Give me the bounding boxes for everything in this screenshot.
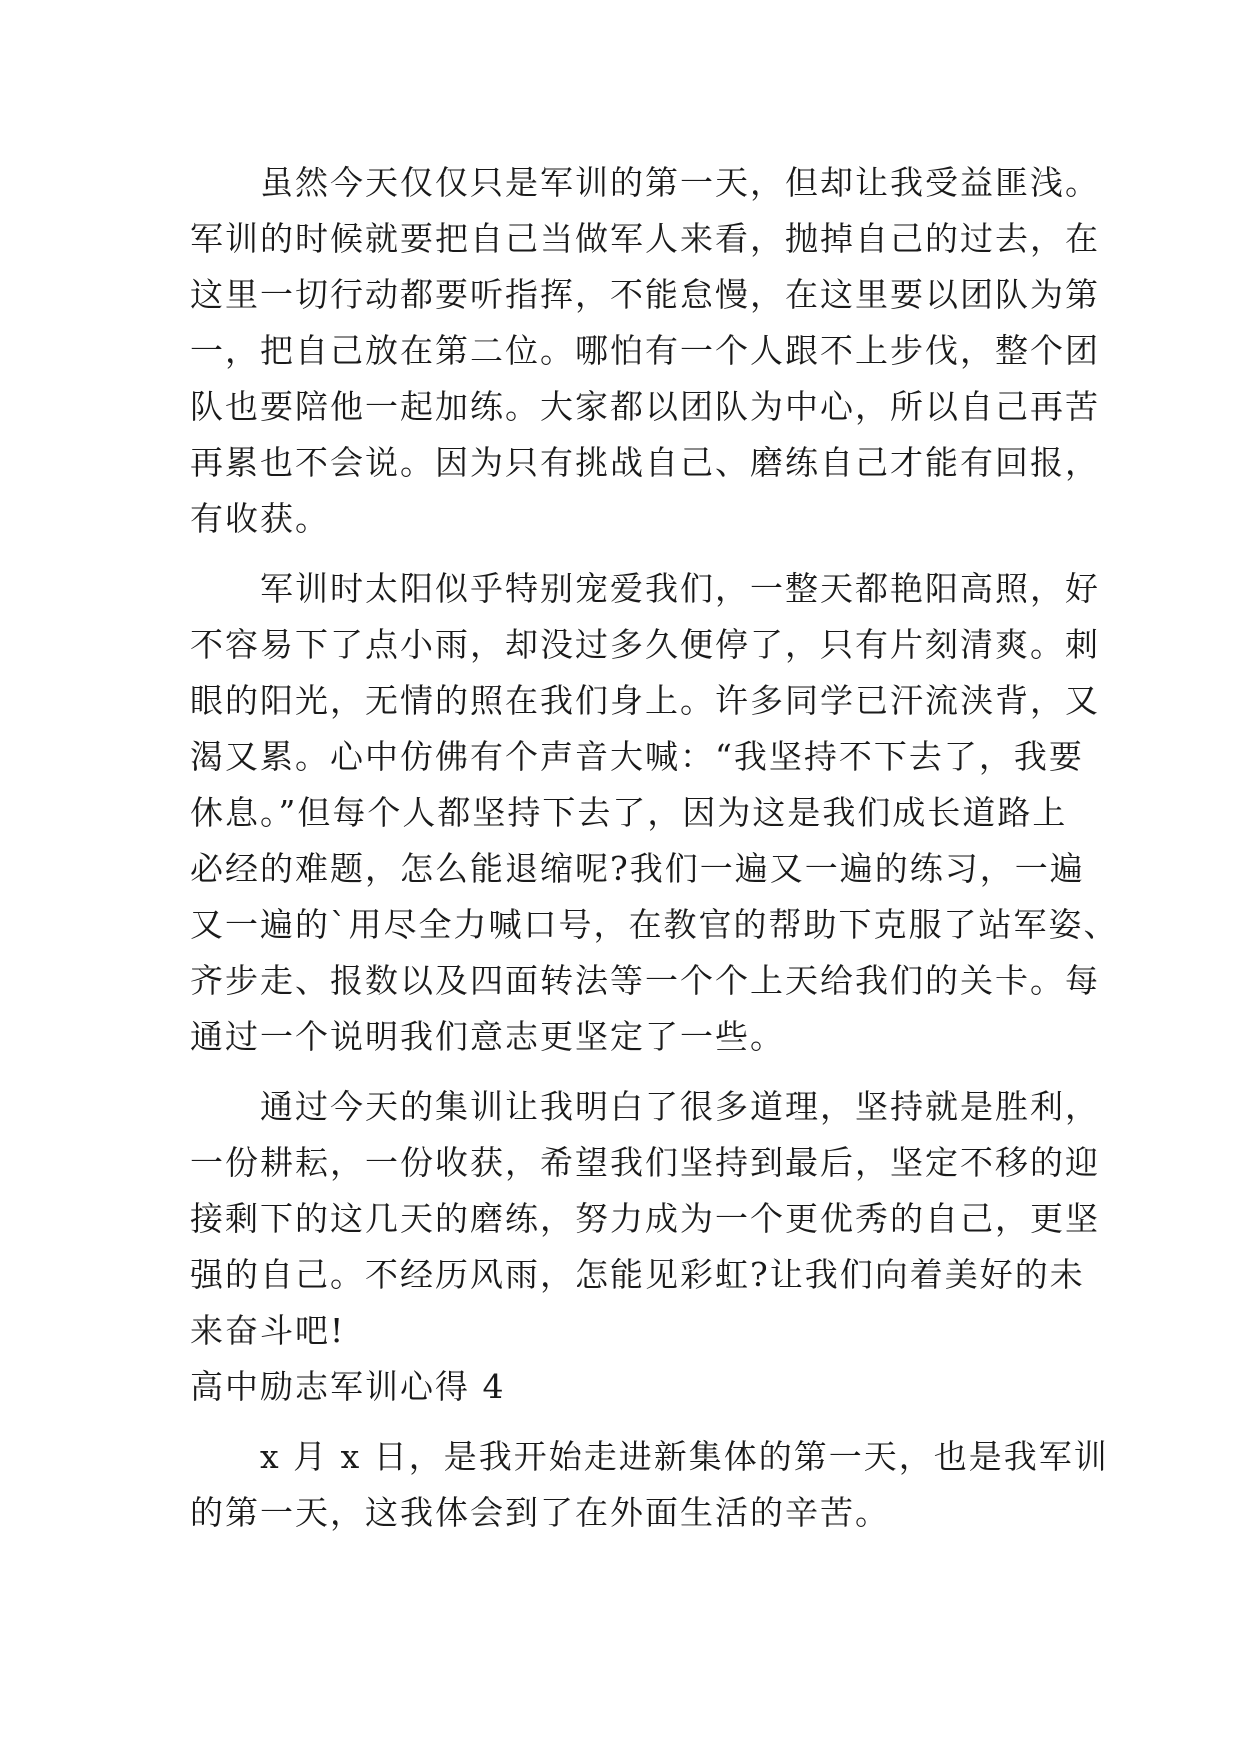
paragraph-line: 一，把自己放在第二位。哪怕有一个人跟不上步伐，整个团 (190, 331, 1100, 370)
paragraph-line: 不容易下了点小雨，却没过多久便停了，只有片刻清爽。刺 (190, 625, 1100, 664)
paragraph-line: 又一遍的`用尽全力喊口号，在教官的帮助下克服了站军姿、 (190, 905, 1119, 944)
paragraph-line: 有收获。 (190, 499, 330, 538)
paragraph-line: 虽然今天仅仅只是军训的第一天，但却让我受益匪浅。 (260, 163, 1100, 202)
paragraph-line: 眼的阳光，无情的照在我们身上。许多同学已汗流浃背，又 (190, 681, 1100, 720)
paragraph-1 (190, 155, 1100, 547)
paragraph-line: 接剩下的这几天的磨练，努力成为一个更优秀的自己，更坚 (190, 1199, 1100, 1238)
document-page (190, 155, 1119, 1541)
paragraph-line: 的第一天，这我体会到了在外面生活的辛苦。 (190, 1493, 890, 1532)
paragraph-line: 渴又累。心中仿佛有个声音大喊：“我坚持不下去了，我要 (190, 737, 1084, 776)
paragraph-2 (190, 561, 1119, 1065)
paragraph-line: 通过今天的集训让我明白了很多道理，坚持就是胜利， (260, 1087, 1100, 1126)
paragraph-line: 军训的时候就要把自己当做军人来看，抛掉自己的过去，在 (190, 219, 1100, 258)
paragraph-line: x 月 x 日，是我开始走进新集体的第一天，也是我军训 (260, 1437, 1109, 1476)
paragraph-line: 来奋斗吧! (190, 1311, 346, 1350)
paragraph-line: 一份耕耘，一份收获，希望我们坚持到最后，坚定不移的迎 (190, 1143, 1100, 1182)
paragraph-spacer (190, 1065, 1070, 1079)
paragraph-line: 再累也不会说。因为只有挑战自己、磨练自己才能有回报， (190, 443, 1100, 482)
paragraph-line: 通过一个说明我们意志更坚定了一些。 (190, 1017, 785, 1056)
section-heading: 高中励志军训心得 4 (190, 1367, 506, 1406)
paragraph-spacer (190, 1415, 1070, 1429)
paragraph-line: 军训时太阳似乎特别宠爱我们，一整天都艳阳高照，好 (260, 569, 1100, 608)
paragraph-line: 队也要陪他一起加练。大家都以团队为中心，所以自己再苦 (190, 387, 1100, 426)
paragraph-line: 必经的难题，怎么能退缩呢?我们一遍又一遍的练习，一遍 (190, 849, 1085, 888)
paragraph-3 (190, 1079, 1100, 1359)
paragraph-spacer (190, 547, 1070, 561)
paragraph-line: 这里一切行动都要听指挥，不能怠慢，在这里要以团队为第 (190, 275, 1100, 314)
paragraph-line: 强的自己。不经历风雨，怎能见彩虹?让我们向着美好的未 (190, 1255, 1085, 1294)
paragraph-line: 休息。”但每个人都坚持下去了，因为这是我们成长道路上 (190, 793, 1068, 832)
paragraph-line: 齐步走、报数以及四面转法等一个个上天给我们的关卡。每 (190, 961, 1100, 1000)
paragraph-4 (190, 1429, 1109, 1541)
